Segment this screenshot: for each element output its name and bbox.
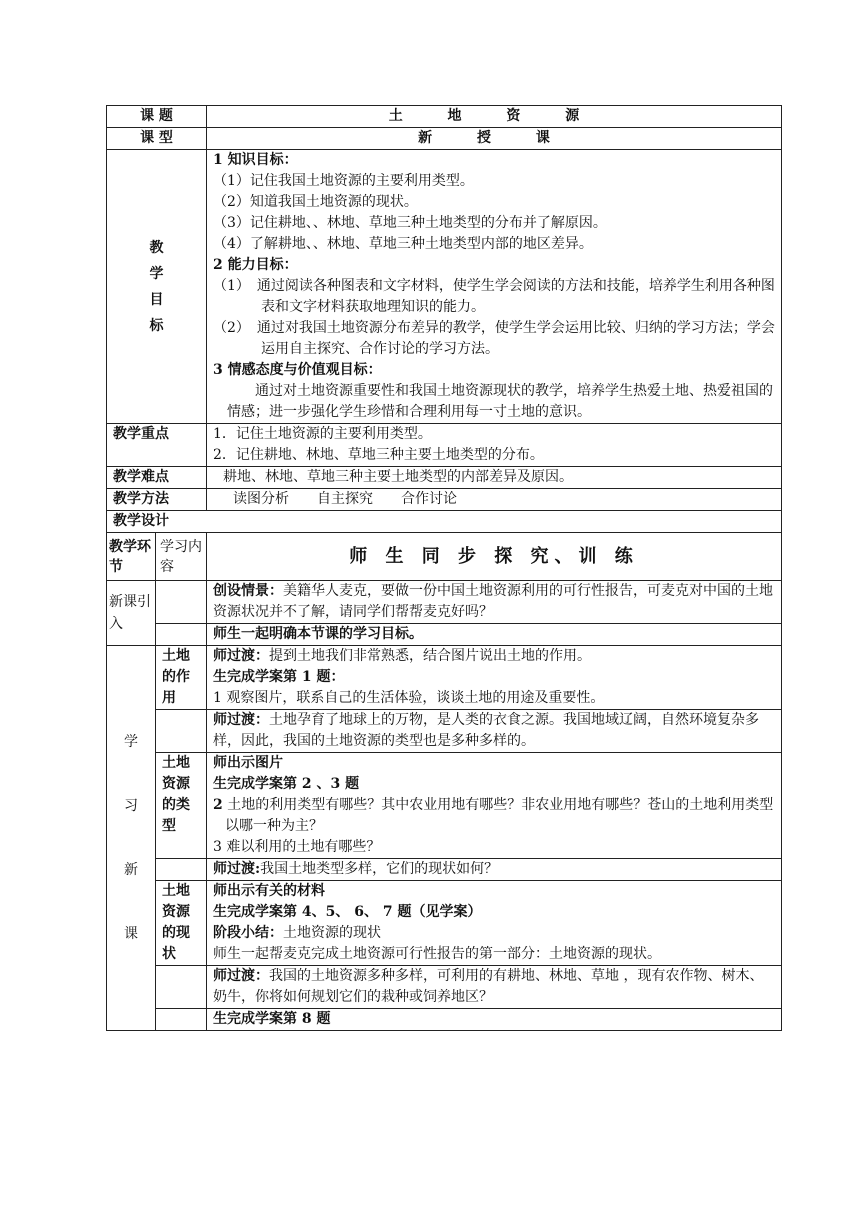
topic-land-types: 土地资源的类型 [156, 753, 207, 859]
intro-topic-empty-2 [156, 624, 207, 646]
types-activity: 师出示图片 生完成学案第 2 、3 题 2 土地的利用类型有哪些？其中农业用地有哪些？非农业用地有哪些？苍山的土地利用类型以哪一种为主？ 3 难以利用的土地有哪些？ [207, 753, 782, 859]
topic-land-status: 土地资源的现状 [156, 881, 207, 966]
col-activity-header: 师 生 同 步 探 究、训 练 [207, 533, 782, 581]
status-activity: 师出示有关的材料 生完成学案第 4、5、 6、 7 题（见学案） 阶段小结：土地资源的现状 师生一起帮麦克完成土地资源可行性报告的第一部分：土地资源的现状。 [207, 881, 782, 966]
type-label: 课 型 [107, 128, 207, 150]
intro-scenario: 创设情景：美籍华人麦克，要做一份中国土地资源利用的可行性报告，可麦克对中国的土地资源状况并不了解，请同学们帮帮麦克好吗？ [207, 581, 782, 624]
key-points-content: 1．记住土地资源的主要利用类型。 2．记住耕地、林地、草地三种主要土地类型的分布。 [207, 424, 782, 467]
transition3-topic-empty [156, 966, 207, 1009]
method-content: 读图分析 自主探究 合作讨论 [207, 489, 782, 511]
transition2-activity: 师过渡:我国土地类型多样，它们的现状如何？ [207, 859, 782, 881]
topic-label: 课 题 [107, 106, 207, 128]
transition1-activity: 师过渡：土地孕育了地球上的万物，是人类的衣食之源。我国地域辽阔，自然环境复杂多样，因此，我国的土地资源的类型也是多种多样的。 [207, 710, 782, 753]
key-points-label: 教学重点 [107, 424, 207, 467]
learn-stage: 学习新课 [107, 646, 156, 1031]
col-stage-header: 教学环节 [107, 533, 156, 581]
difficulty-content: 耕地、林地、草地三种主要土地类型的内部差异及原因。 [207, 467, 782, 489]
type-value: 新 授 课 [207, 128, 782, 150]
transition2-topic-empty [156, 859, 207, 881]
difficulty-label: 教学难点 [107, 467, 207, 489]
intro-stage: 新课引入 [107, 581, 156, 646]
col-content-header: 学习内容 [156, 533, 207, 581]
intro-topic-empty [156, 581, 207, 624]
intro-goal: 师生一起明确本节课的学习目标。 [207, 624, 782, 646]
topic-land-role: 土地的作用 [156, 646, 207, 710]
last-topic-empty [156, 1009, 207, 1031]
design-label: 教学设计 [107, 511, 782, 533]
last-activity: 生完成学案第 8 题 [207, 1009, 782, 1031]
lesson-plan-table [106, 105, 782, 1031]
method-label: 教学方法 [107, 489, 207, 511]
topic-value: 土 地 资 源 [207, 106, 782, 128]
transition1-topic-empty [156, 710, 207, 753]
transition3-activity: 师过渡：我国的土地资源多种多样，可利用的有耕地、林地、草地 ，现有农作物、树木、奶牛，你将如何规划它们的栽种或饲养地区？ [207, 966, 782, 1009]
objectives-content: 1 知识目标： （1）记住我国土地资源的主要利用类型。 （2）知道我国土地资源的现状。 （3）记住耕地、、林地、草地三种土地类型的分布并了解原因。 （4）了解耕地、、林地、草地三种土地类型内部的地区差异。 2 能力目标： （1） 通过阅读各种图表和文字材料，使学生学会阅读的方法和技能，培养学生利用各种图表和文字材料获取地理知识的能力。 （2） 通过对我国土地资源分布差异的教学，使学生学会运用比较、归纳的学习方法；学会运用自主探究、合作讨论的学习方法。 3 情感态度与价值观目标： 通过对土地资源重要性和我国土地资源现状的教学，培养学生热爱土地、热爱祖国的情感；进一步强化学生珍惜和合理利用每一寸土地的意识。 [207, 150, 782, 424]
role-activity: 师过渡：提到土地我们非常熟悉，结合图片说出土地的作用。 生完成学案第 1 题： 1 观察图片，联系自己的生活体验，谈谈土地的用途及重要性。 [207, 646, 782, 710]
objectives-label: 教学目标 [107, 150, 207, 424]
